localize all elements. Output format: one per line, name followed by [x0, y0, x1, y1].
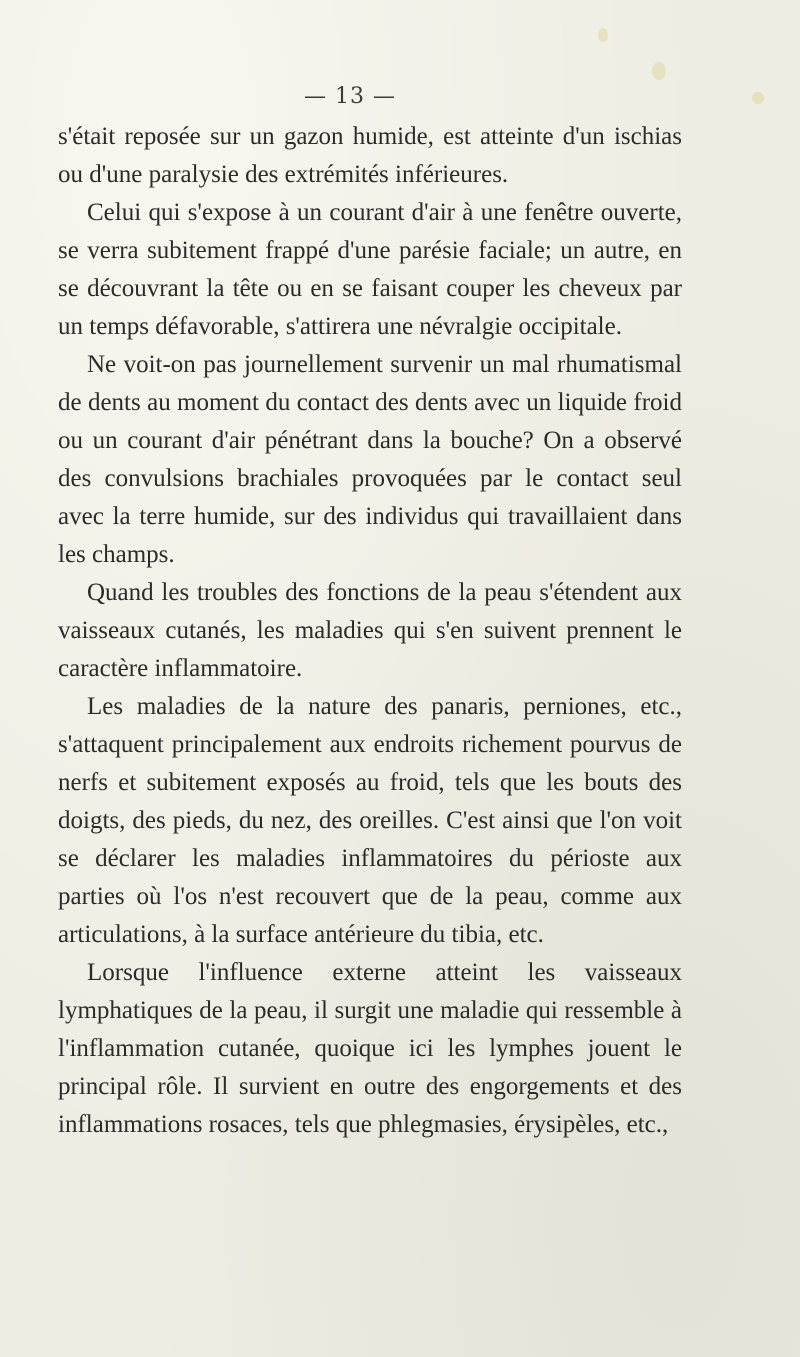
paragraph: Ne voit-on pas journellement survenir un mal rhumatismal de dents au moment du contact des dents avec un liquide froid ou un courant d'air pénétrant dans la bouche? On a observé des convulsions brachiales provoquées par le contact seul avec la terre humide, sur des individus qui travaillaient dans les champs. — [58, 351, 682, 568]
paragraph: s'était reposée sur un gazon humide, est atteinte d'un ischias ou d'une paralysie des extrémités inférieures. — [58, 123, 682, 188]
paper-stain — [598, 28, 608, 42]
paragraph: Quand les troubles des fonctions de la peau s'étendent aux vaisseaux cutanés, les maladies qui s'en suivent prennent le caractère inflammatoire. — [58, 579, 682, 682]
paper-stain — [652, 62, 666, 80]
paragraph: Lorsque l'influence externe atteint les vaisseaux lymphatiques de la peau, il surgit une maladie qui ressemble à l'inflammation cutanée, quoique ici les lymphes jouent le principal rôle. Il survient en outre des engorgements et des inflammations rosaces, tels que phlegmasies, érysipèles, etc., — [58, 959, 682, 1138]
body-text — [58, 118, 682, 1144]
page-number: — 13 — — [304, 84, 396, 109]
paragraph: Les maladies de la nature des panaris, perniones, etc., s'attaquent principalement aux endroits richement pourvus de nerfs et subitement exposés au froid, tels que les bouts des doigts, des pieds, du nez, des oreilles. C'est ainsi que l'on voit se déclarer les maladies inflammatoires du périoste aux parties où l'os n'est recouvert que de la peau, comme aux articulations, à la surface antérieure du tibia, etc. — [58, 693, 682, 948]
paper-stain — [752, 92, 764, 104]
paragraph: Celui qui s'expose à un courant d'air à une fenêtre ouverte, se verra subitement frappé d'une parésie faciale; un autre, en se découvrant la tête ou en se faisant couper les cheveux par un temps défavorable, s'attirera une névralgie occipitale. — [58, 199, 682, 340]
